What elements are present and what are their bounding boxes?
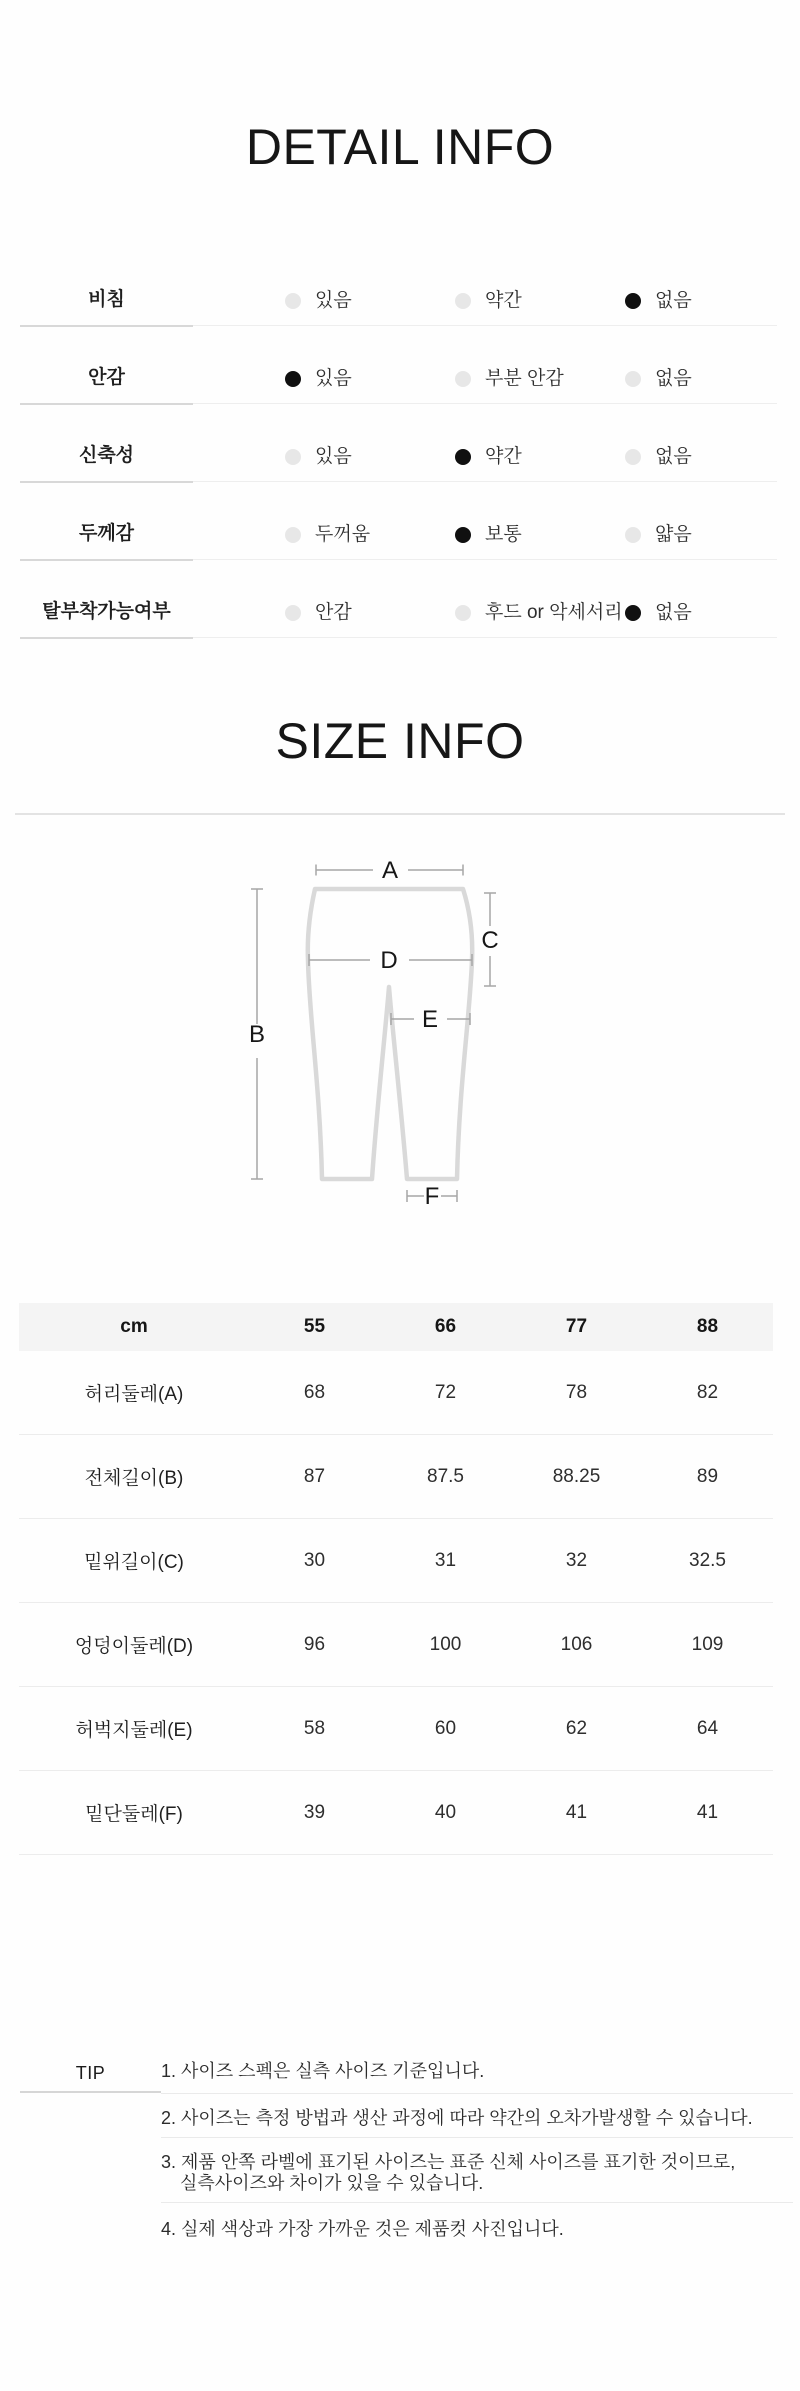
size-header-66: 66 [434, 1316, 457, 1337]
size-value: 109 [691, 1633, 724, 1655]
tip-item-text: 3. 제품 안쪽 라벨에 표기된 사이즈는 표준 신체 사이즈를 표기한 것이므로, [161, 2152, 736, 2172]
size-header-unit: cm [120, 1316, 148, 1337]
tip-item-text: 4. 실제 색상과 가장 가까운 것은 제품컷 사진입니다. [161, 2219, 564, 2239]
size-value: 40 [434, 1801, 457, 1823]
detail-row-label [20, 326, 193, 403]
measure-label-a: A [381, 857, 399, 884]
radio-dot-icon [625, 293, 641, 309]
size-row-hem [19, 1771, 773, 1855]
option-label: 있음 [315, 368, 352, 389]
option-label: 없음 [655, 602, 692, 623]
tip-item-3 [161, 2138, 793, 2203]
radio-dot-icon [455, 371, 471, 387]
option-label: 안감 [315, 602, 352, 623]
option-label: 약간 [485, 446, 522, 467]
tip-item-4 [161, 2203, 793, 2248]
radio-dot-icon [285, 527, 301, 543]
option-label: 있음 [315, 290, 352, 311]
measure-label-c: C [481, 927, 499, 954]
option-detachable-hood [363, 601, 623, 637]
tip-section [20, 2055, 793, 2248]
size-value: 100 [429, 1633, 462, 1655]
option-thickness-thick [193, 523, 371, 559]
tip-item-1 [161, 2055, 793, 2094]
size-value: 41 [565, 1801, 588, 1823]
option-label: 없음 [655, 368, 692, 389]
tip-item-text: 2. 사이즈는 측정 방법과 생산 과정에 따라 약간의 오차가발생할 수 있습니다. [161, 2108, 753, 2128]
size-row-label: 밑단둘레(F) [85, 1804, 183, 1825]
size-row-rise [19, 1519, 773, 1603]
detail-row-label [20, 560, 193, 637]
size-value: 58 [303, 1717, 326, 1739]
measure-label-d: D [380, 947, 398, 974]
size-value: 30 [303, 1549, 326, 1571]
size-value: 39 [303, 1801, 326, 1823]
option-label: 보통 [485, 524, 522, 545]
option-label: 얇음 [655, 524, 692, 545]
size-value: 88.25 [552, 1465, 601, 1487]
size-value: 87.5 [427, 1465, 464, 1487]
pants-outline [308, 889, 472, 1179]
size-value: 62 [565, 1717, 588, 1739]
option-label: 없음 [655, 290, 692, 311]
size-info-title: SIZE INFO [275, 713, 525, 769]
measure-label-e: E [421, 1006, 439, 1033]
size-value: 64 [696, 1717, 719, 1739]
option-label: 있음 [315, 446, 352, 467]
size-value: 89 [696, 1465, 719, 1487]
option-transparency-none [533, 289, 703, 325]
option-detachable-lining [193, 601, 363, 637]
option-stretch-slight [363, 445, 533, 481]
radio-dot-icon [625, 527, 641, 543]
tip-items [161, 2055, 793, 2248]
size-row-label: 허리둘레(A) [84, 1384, 184, 1405]
detail-row-label [20, 404, 193, 481]
size-value: 41 [696, 1801, 719, 1823]
size-value: 60 [434, 1717, 457, 1739]
size-table [19, 1303, 773, 1855]
detail-row-lining [20, 326, 777, 404]
radio-dot-icon [625, 449, 641, 465]
detail-row-label [20, 482, 193, 559]
size-value: 72 [434, 1381, 457, 1403]
radio-dot-icon [285, 371, 301, 387]
option-lining-none [533, 367, 703, 403]
option-label: 부분 안감 [485, 368, 564, 389]
option-transparency-slight [363, 289, 533, 325]
size-value: 32 [565, 1549, 588, 1571]
size-row-hip [19, 1603, 773, 1687]
tip-label-text: TIP [75, 2062, 106, 2083]
size-header-77: 77 [565, 1316, 588, 1337]
radio-dot-icon [285, 449, 301, 465]
size-row-label: 허벅지둘레(E) [75, 1720, 193, 1741]
detail-info-title: DETAIL INFO [245, 119, 555, 175]
size-row-label: 밑위길이(C) [84, 1552, 184, 1573]
detail-row-label-text: 신축성 [78, 445, 135, 466]
detail-row-stretch [20, 404, 777, 482]
measure-label-f: F [424, 1183, 440, 1210]
size-value: 96 [303, 1633, 326, 1655]
radio-dot-icon [285, 605, 301, 621]
tip-item-text2: 실측사이즈와 차이가 있을 수 있습니다. [180, 2173, 484, 2193]
size-value: 87 [303, 1465, 326, 1487]
size-value: 31 [434, 1549, 457, 1571]
radio-dot-icon [455, 293, 471, 309]
radio-dot-icon [285, 293, 301, 309]
option-transparency-yes [193, 289, 363, 325]
size-table-header [19, 1303, 773, 1351]
size-value: 32.5 [689, 1549, 726, 1571]
size-row-label: 전체길이(B) [84, 1468, 184, 1489]
radio-dot-icon [455, 527, 471, 543]
option-label: 후드 or 악세서리 [485, 602, 623, 623]
detail-info-table [20, 248, 777, 638]
size-row-waist [19, 1351, 773, 1435]
size-value: 68 [303, 1381, 326, 1403]
option-thickness-thin [533, 523, 703, 559]
section-divider [15, 813, 785, 815]
size-value: 78 [565, 1381, 588, 1403]
size-header-88: 88 [696, 1316, 719, 1337]
tip-item-text: 1. 사이즈 스펙은 실측 사이즈 기준입니다. [161, 2061, 485, 2081]
detail-row-label-text: 안감 [88, 367, 125, 388]
radio-dot-icon [625, 371, 641, 387]
option-thickness-normal [363, 523, 533, 559]
option-stretch-none [533, 445, 703, 481]
option-label: 두꺼움 [315, 524, 371, 545]
radio-dot-icon [455, 605, 471, 621]
detail-row-label-text: 비침 [88, 289, 125, 310]
size-row-label: 엉덩이둘레(D) [74, 1636, 194, 1657]
detail-row-label-text: 탈부착가능여부 [42, 601, 171, 622]
tip-item-2 [161, 2094, 793, 2138]
option-lining-yes [193, 367, 363, 403]
option-stretch-yes [193, 445, 363, 481]
size-row-thigh [19, 1687, 773, 1771]
detail-row-thickness [20, 482, 777, 560]
option-detachable-none [533, 601, 703, 637]
radio-dot-icon [455, 449, 471, 465]
detail-row-transparency [20, 248, 777, 326]
size-value: 106 [560, 1633, 593, 1655]
size-row-total-length [19, 1435, 773, 1519]
detail-row-detachable [20, 560, 777, 638]
pants-measurement-diagram [230, 856, 560, 1218]
option-lining-partial [363, 367, 564, 403]
size-header-55: 55 [303, 1316, 326, 1337]
option-label: 약간 [485, 290, 522, 311]
radio-dot-icon [625, 605, 641, 621]
measure-label-b: B [248, 1021, 266, 1048]
tip-label [20, 2055, 161, 2093]
size-value: 82 [696, 1381, 719, 1403]
detail-row-label-text: 두께감 [78, 523, 135, 544]
option-label: 없음 [655, 446, 692, 467]
detail-row-label [20, 248, 193, 325]
